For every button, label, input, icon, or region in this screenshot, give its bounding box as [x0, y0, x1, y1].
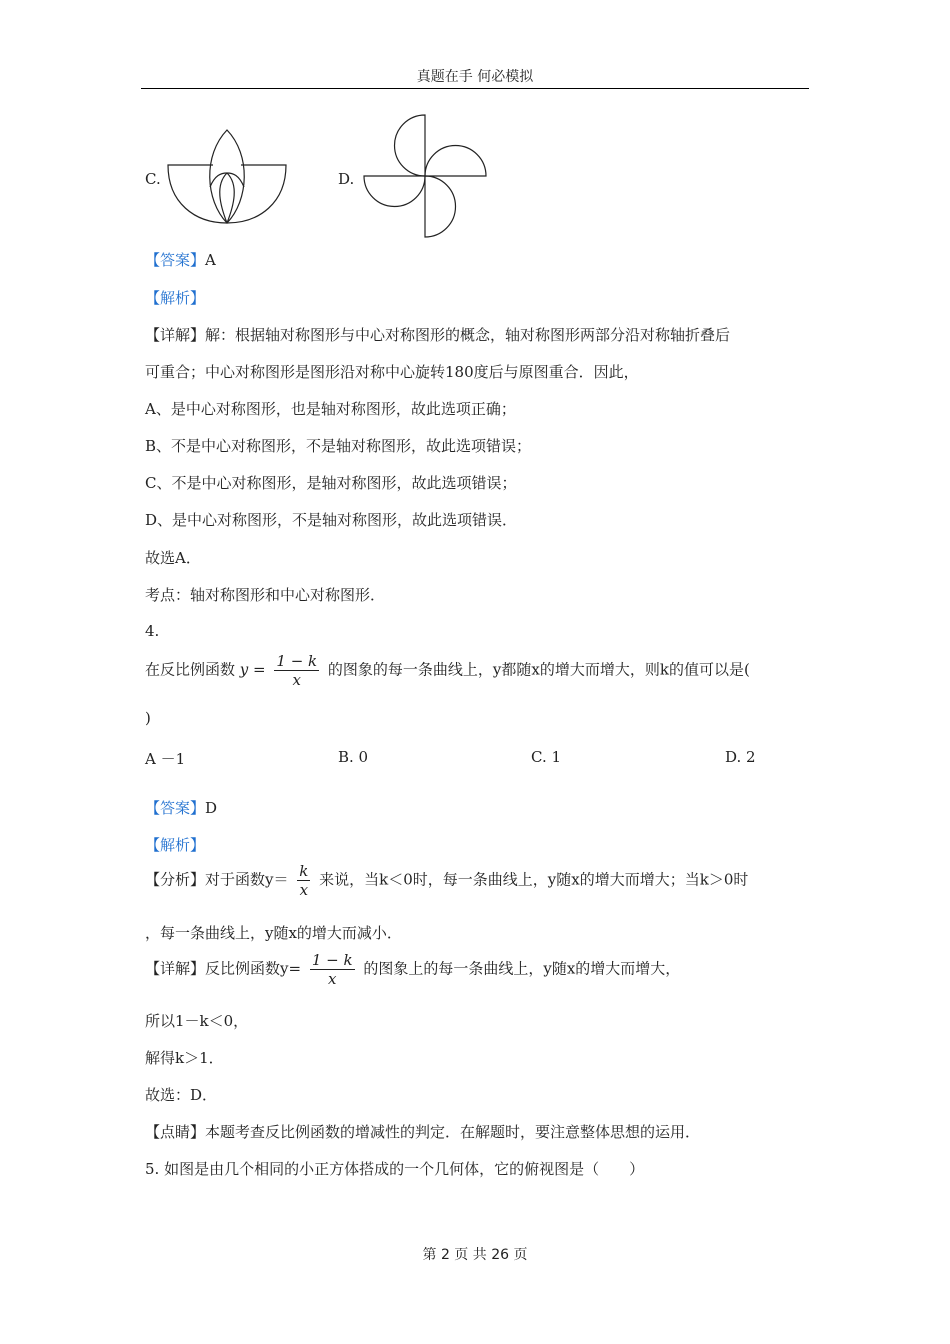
q3-choose: 故选A．	[145, 549, 201, 567]
q4-detail: 【详解】反比例函数y= $\frac{1 - k}{x}$ 的图象上的每一条曲线上，y随x的增大而增大，	[145, 951, 681, 988]
q4-opt-c: C. 1	[531, 748, 562, 766]
answer-tag: 【答案】	[145, 799, 206, 817]
detail-tag: 【详解】	[145, 326, 206, 344]
lotus-right-petal	[227, 165, 286, 223]
q4-opt-b: B. 0	[338, 748, 369, 766]
lotus-inner-arc	[210, 173, 244, 187]
q4-choose: 故选：D．	[145, 1086, 218, 1104]
option-d-label: D.	[338, 170, 355, 188]
q4-fenxi: 【分析】对于函数y＝ $\frac{k}{x}$ 来说，当k＜0时，每一条曲线上，y随x的增大而增大；当k＞0时	[145, 862, 749, 899]
q3-answer	[145, 249, 216, 270]
q4-analysis-tag: 【解析】	[145, 836, 206, 854]
q3-detail-line2: 可重合；中心对称图形是图形沿对称中心旋转180度后与原图重合．因此，	[145, 363, 639, 381]
header-divider	[141, 88, 809, 89]
q4-stem: 在反比例函数 y = $\frac{1 - k}{x}$ 的图象的每一条曲线上，y都随x的增大而增大，则k的值可以是(	[145, 652, 750, 689]
q4-opt-d: D. 2	[725, 748, 756, 766]
pinwheel-left-blade	[364, 176, 425, 207]
lotus-left-petal	[168, 165, 227, 223]
q4-stem-close: )	[145, 709, 151, 727]
q4-answer	[145, 797, 217, 818]
lotus-center-petal	[210, 130, 245, 223]
q4-fenxi-line2: ，每一条曲线上，y随x的增大而减小．	[145, 924, 402, 942]
pinwheel-top-blade	[395, 115, 425, 176]
q3-analysis-tag: 【解析】	[145, 289, 206, 307]
answer-tag: 【答案】	[145, 251, 206, 269]
option-c-label: C.	[145, 170, 161, 188]
pinwheel-bottom-blade	[425, 176, 456, 237]
q3-detail-line1: 【详解】解：根据轴对称图形与中心对称图形的概念，轴对称图形两部分沿对称轴折叠后	[145, 326, 731, 344]
q3-kaodian: 考点：轴对称图形和中心对称图形．	[145, 586, 386, 604]
q4-dianjing: 【点睛】本题考查反比例函数的增减性的判定．在解题时，要注意整体思想的运用．	[145, 1123, 701, 1141]
page-header-title: 真题在手 何必模拟	[416, 69, 534, 85]
q4-fenxi-fraction: $\frac{k}{x}$	[299, 862, 309, 899]
q4-step2: 解得k＞1．	[145, 1049, 224, 1067]
q5-stem: 5. 如图是由几个相同的小正方体搭成的一个几何体，它的俯视图是（ ）	[145, 1160, 645, 1178]
page-footer: 第 2 页 共 26 页	[422, 1247, 528, 1263]
q4-number: 4.	[145, 622, 160, 640]
q4-stem-fraction: $\frac{1 - k}{x}$	[276, 652, 318, 689]
pinwheel-right-blade	[425, 146, 486, 177]
stem-y: y =	[239, 660, 266, 679]
answer-value: A	[205, 251, 216, 269]
q4-detail-fraction: $\frac{1 - k}{x}$	[311, 951, 353, 988]
lotus-figure	[165, 125, 290, 225]
q4-step1: 所以1－k＜0，	[145, 1012, 249, 1030]
q3-opt-b: B、不是中心对称图形，不是轴对称图形，故此选项错误；	[145, 437, 532, 455]
q3-opt-c: C、不是中心对称图形，是轴对称图形，故此选项错误；	[145, 474, 517, 492]
q3-opt-d: D、是中心对称图形，不是轴对称图形，故此选项错误．	[145, 511, 518, 529]
answer-value: D	[205, 799, 218, 817]
pinwheel-figure	[363, 113, 488, 240]
q3-opt-a: A、是中心对称图形，也是轴对称图形，故此选项正确；	[145, 400, 516, 418]
q4-opt-a: A －1	[145, 750, 186, 768]
